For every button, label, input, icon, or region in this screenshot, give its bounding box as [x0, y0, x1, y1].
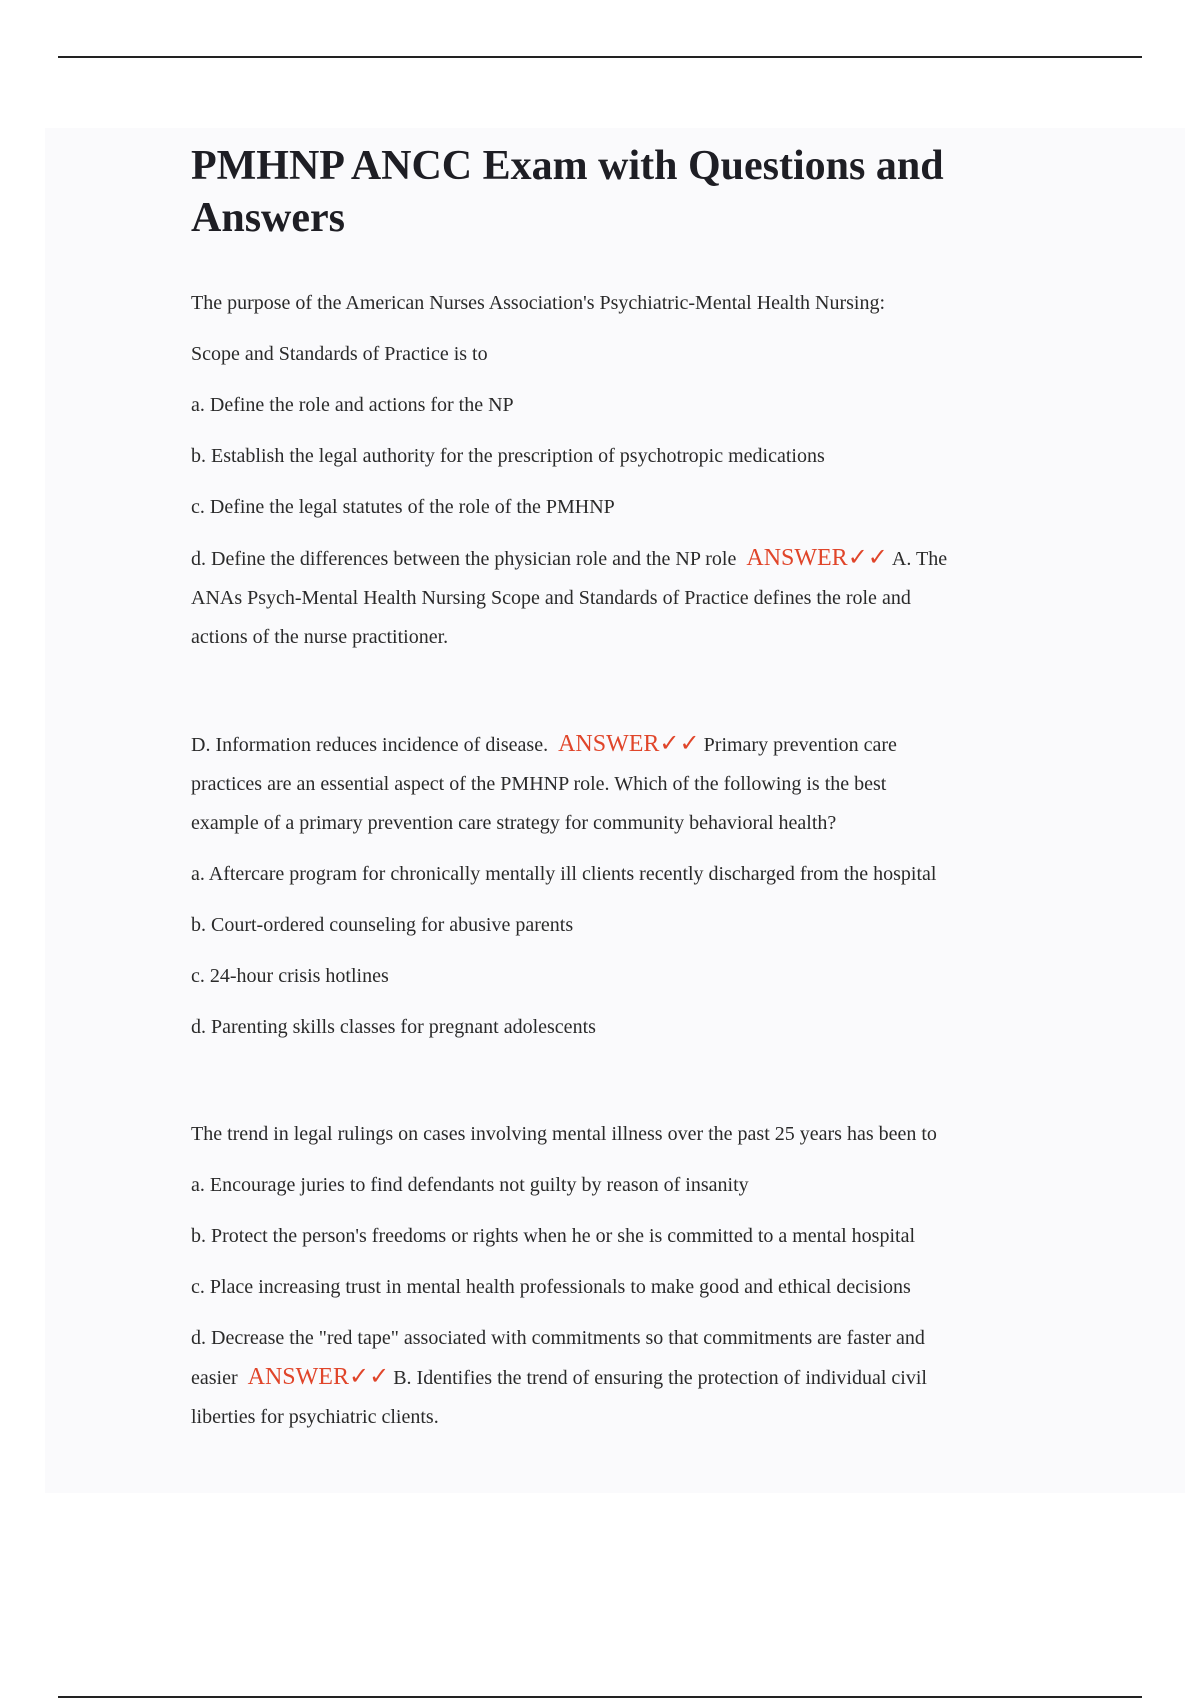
- q3-option-d-with-answer: [191, 1362, 1051, 1393]
- q1-option-c: c. Define the legal statutes of the role of the PMHNP: [191, 496, 615, 518]
- document-title: PMHNP ANCC Exam with Questions and Answers: [191, 143, 944, 241]
- q3-option-a: a. Encourage juries to find defendants not guilty by reason of insanity: [191, 1174, 749, 1196]
- question-1: [191, 288, 1051, 652]
- q3-answer-line-2: liberties for psychiatric clients.: [191, 1406, 439, 1428]
- q2-option-c: c. 24-hour crisis hotlines: [191, 965, 389, 987]
- spacer: [191, 673, 1051, 729]
- q1-option-d-with-answer: [191, 543, 1051, 574]
- answer-tag: ANSWER✓✓: [247, 1364, 390, 1390]
- q2-lead-line: [191, 729, 1051, 760]
- q2-option-b: b. Court-ordered counseling for abusive parents: [191, 914, 574, 936]
- answer-tag: ANSWER✓✓: [558, 731, 700, 757]
- q2-option-a: a. Aftercare program for chronically mentally ill clients recently discharged from the hospital: [191, 863, 937, 885]
- q1-answer-line-2: ANAs Psych-Mental Health Nursing Scope and Standards of Practice defines the role and: [191, 587, 911, 609]
- question-3: [191, 1119, 1051, 1432]
- document-content: [191, 140, 1051, 1453]
- top-rule: [58, 56, 1142, 58]
- q2-option-d: d. Parenting skills classes for pregnant adolescents: [191, 1016, 596, 1038]
- q3-stem: The trend in legal rulings on cases involving mental illness over the past 25 years has been to: [191, 1123, 937, 1145]
- q3-option-d-line-2: easier: [191, 1367, 238, 1389]
- q2-stem-line-3: example of a primary prevention care strategy for community behavioral health?: [191, 812, 837, 834]
- spacer: [191, 1063, 1051, 1119]
- q1-option-a: a. Define the role and actions for the NP: [191, 394, 514, 416]
- q3-answer-line-1: B. Identifies the trend of ensuring the protection of individual civil: [393, 1367, 927, 1389]
- bottom-rule: [58, 1696, 1142, 1698]
- q1-option-b: b. Establish the legal authority for the prescription of psychotropic medications: [191, 445, 825, 467]
- q1-stem-line-1: The purpose of the American Nurses Association's Psychiatric-Mental Health Nursing:: [191, 292, 886, 314]
- answer-tag: ANSWER✓✓: [746, 545, 888, 571]
- q3-option-d-line-1: d. Decrease the "red tape" associated with commitments so that commitments are faster and: [191, 1327, 925, 1349]
- q3-option-c: c. Place increasing trust in mental health professionals to make good and ethical decisions: [191, 1276, 911, 1298]
- q1-answer-line-3: actions of the nurse practitioner.: [191, 626, 449, 648]
- q2-stem-line-2: practices are an essential aspect of the PMHNP role. Which of the following is the best: [191, 773, 887, 795]
- q1-option-d: d. Define the differences between the physician role and the NP role: [191, 548, 737, 570]
- q1-answer-line-1: A. The: [891, 548, 948, 570]
- q2-stem-line-1: Primary prevention care: [703, 734, 897, 756]
- question-2: [191, 729, 1051, 1042]
- q1-stem-line-2: Scope and Standards of Practice is to: [191, 343, 488, 365]
- q2-lead: D. Information reduces incidence of disease.: [191, 734, 549, 756]
- q3-option-b: b. Protect the person's freedoms or rights when he or she is committed to a mental hospital: [191, 1225, 916, 1247]
